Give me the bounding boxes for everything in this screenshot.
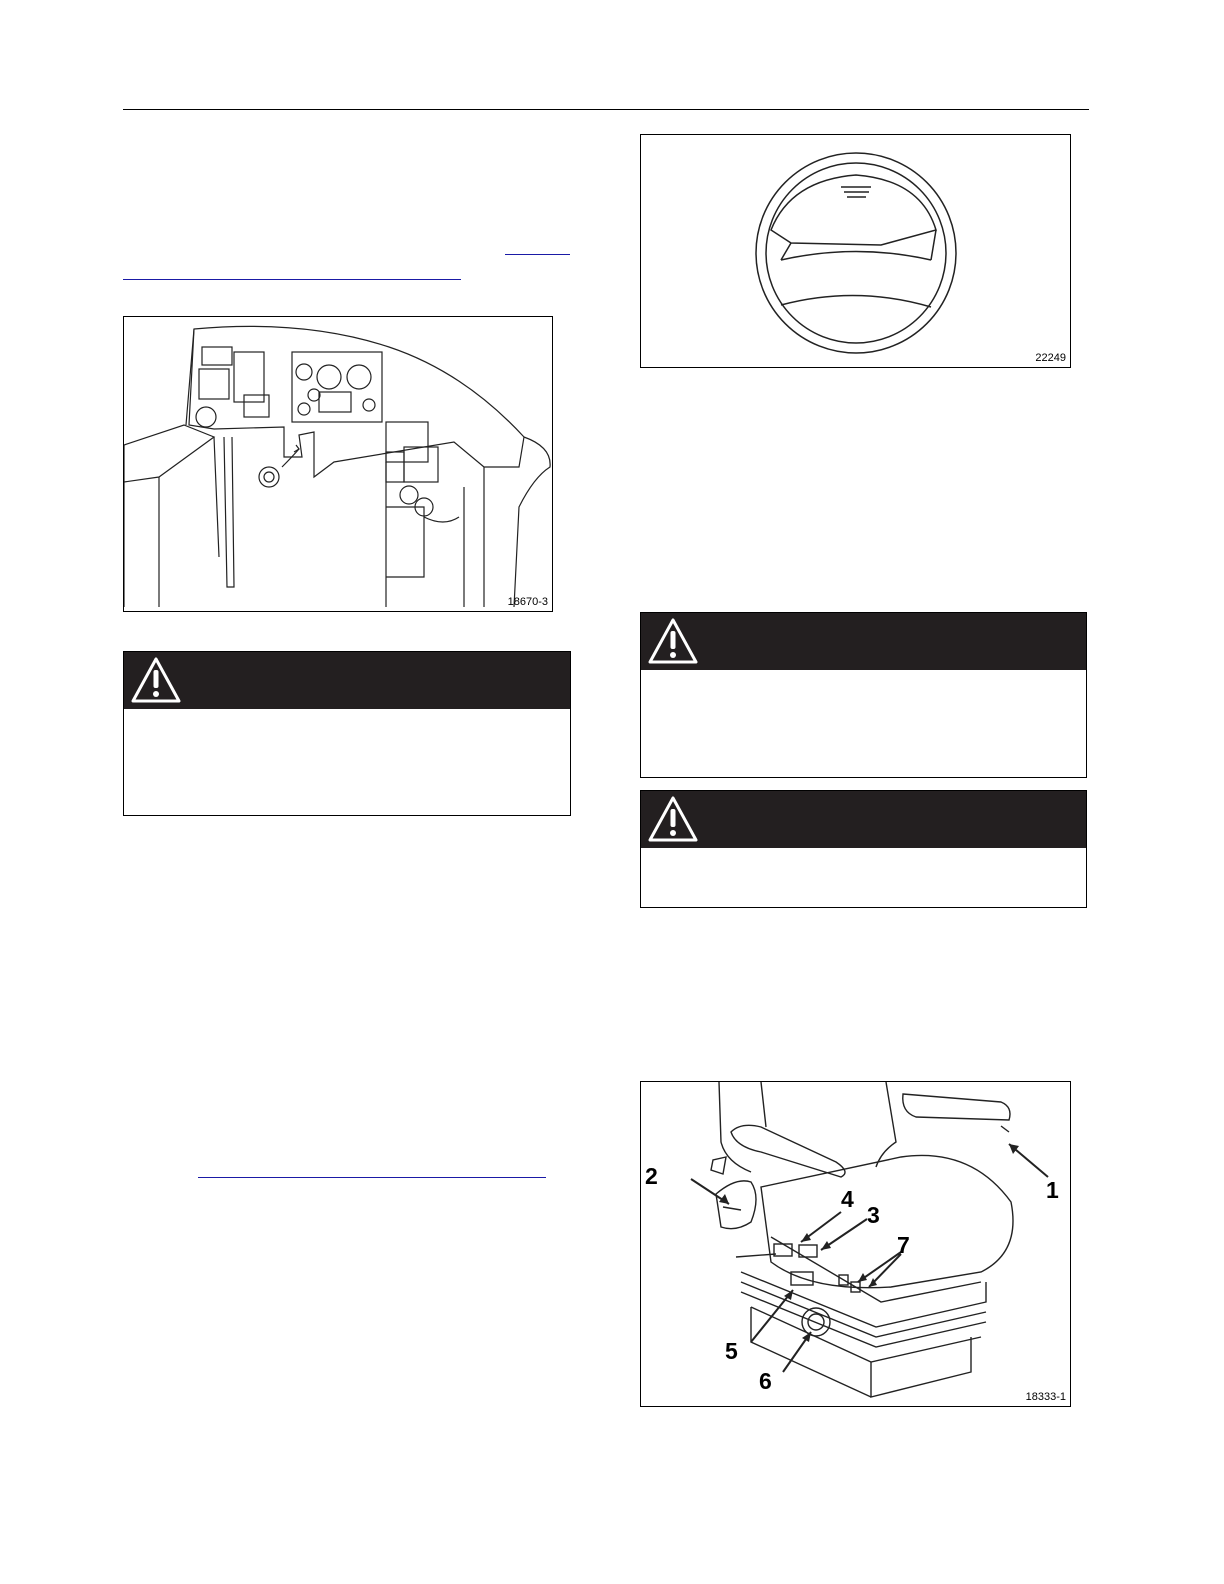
figure-id: 22249 bbox=[1035, 352, 1066, 364]
callout-label: 6 bbox=[759, 1368, 772, 1394]
figure-id: 18670-3 bbox=[507, 596, 548, 608]
callout-label: 5 bbox=[725, 1338, 738, 1364]
link-underline[interactable] bbox=[505, 254, 570, 255]
warning-triangle-icon bbox=[647, 616, 699, 666]
link-underline[interactable] bbox=[123, 279, 461, 280]
callout-label: 2 bbox=[645, 1163, 658, 1189]
vent-illustration bbox=[641, 135, 1071, 368]
dashboard-figure bbox=[123, 316, 553, 612]
dashboard-illustration bbox=[124, 317, 553, 612]
figure-id: 18333-1 bbox=[1025, 1391, 1066, 1403]
header-rule bbox=[123, 109, 1089, 110]
callout-label: 3 bbox=[867, 1202, 880, 1228]
warning-box bbox=[640, 790, 1087, 908]
warning-triangle-icon bbox=[647, 794, 699, 844]
warning-box bbox=[640, 612, 1087, 778]
warning-header bbox=[124, 652, 570, 709]
link-underline[interactable] bbox=[198, 1177, 546, 1178]
seat-illustration bbox=[641, 1082, 1071, 1407]
callout-label: 1 bbox=[1046, 1177, 1059, 1203]
warning-header bbox=[641, 791, 1086, 848]
callout-label: 7 bbox=[897, 1232, 910, 1258]
warning-box bbox=[123, 651, 571, 816]
vent-figure bbox=[640, 134, 1071, 368]
seat-figure bbox=[640, 1081, 1071, 1407]
warning-header bbox=[641, 613, 1086, 670]
warning-triangle-icon bbox=[130, 655, 182, 705]
callout-label: 4 bbox=[841, 1186, 854, 1212]
